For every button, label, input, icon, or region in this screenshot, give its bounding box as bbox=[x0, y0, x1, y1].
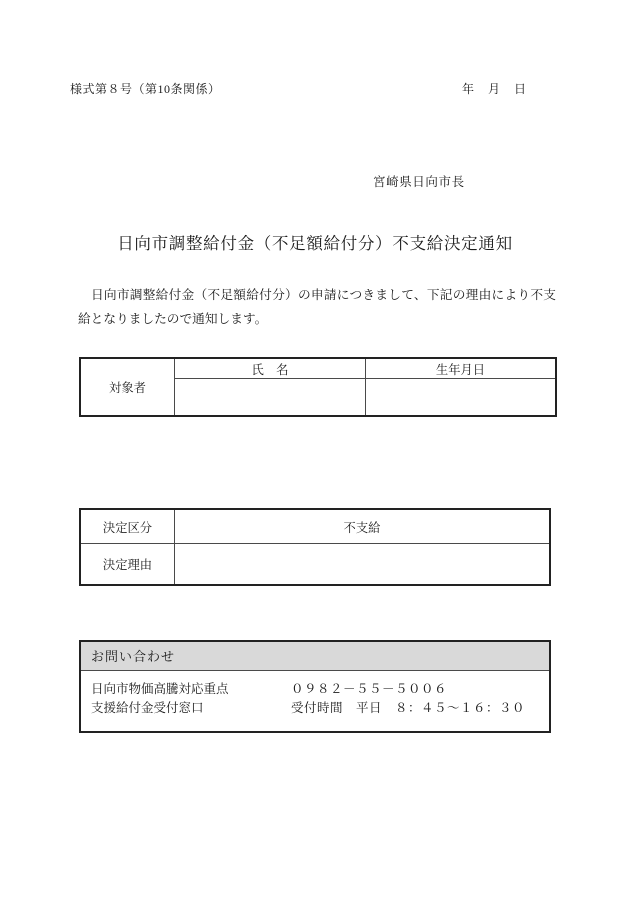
subject-row-label: 対象者 bbox=[80, 358, 175, 416]
table-row bbox=[80, 544, 550, 586]
contact-details bbox=[291, 680, 525, 719]
body-text: 日向市調整給付金（不足額給付分）の申請につきまして、下記の理由により不支給となりましたので通知します。 bbox=[78, 288, 556, 326]
issuer-name: 宮崎県日向市長 bbox=[373, 175, 465, 189]
cell-birthdate-value[interactable] bbox=[366, 379, 557, 417]
contact-phone: ０９８２－５５－５００６ bbox=[291, 682, 448, 696]
form-number: 様式第８号（第10条関係） bbox=[70, 82, 221, 96]
page-title: 日向市調整給付金（不足額給付分）不支給決定通知 bbox=[117, 234, 513, 253]
decision-reason-value[interactable] bbox=[175, 544, 551, 586]
date-line: 年 月 日 bbox=[462, 82, 528, 96]
contact-body bbox=[81, 671, 549, 731]
contact-header: お問い合わせ bbox=[81, 642, 549, 671]
table-row bbox=[80, 509, 550, 544]
decision-category-label: 決定区分 bbox=[80, 509, 175, 544]
table-row bbox=[80, 358, 556, 379]
contact-office bbox=[81, 680, 291, 719]
column-header-birthdate: 生年月日 bbox=[366, 358, 557, 379]
contact-box bbox=[79, 640, 551, 733]
decision-category-value: 不支給 bbox=[175, 509, 551, 544]
body-paragraph bbox=[78, 284, 556, 331]
contact-office-line1: 日向市物価高騰対応重点 bbox=[91, 682, 229, 696]
cell-name-value[interactable] bbox=[175, 379, 366, 417]
decision-table bbox=[79, 508, 551, 586]
decision-reason-label: 決定理由 bbox=[80, 544, 175, 586]
column-header-name: 氏 名 bbox=[175, 358, 366, 379]
contact-hours: 受付時間 平日 ８：４５〜１６：３０ bbox=[291, 701, 526, 716]
contact-office-line2: 支援給付金受付窓口 bbox=[91, 701, 204, 716]
subject-table bbox=[79, 357, 557, 417]
